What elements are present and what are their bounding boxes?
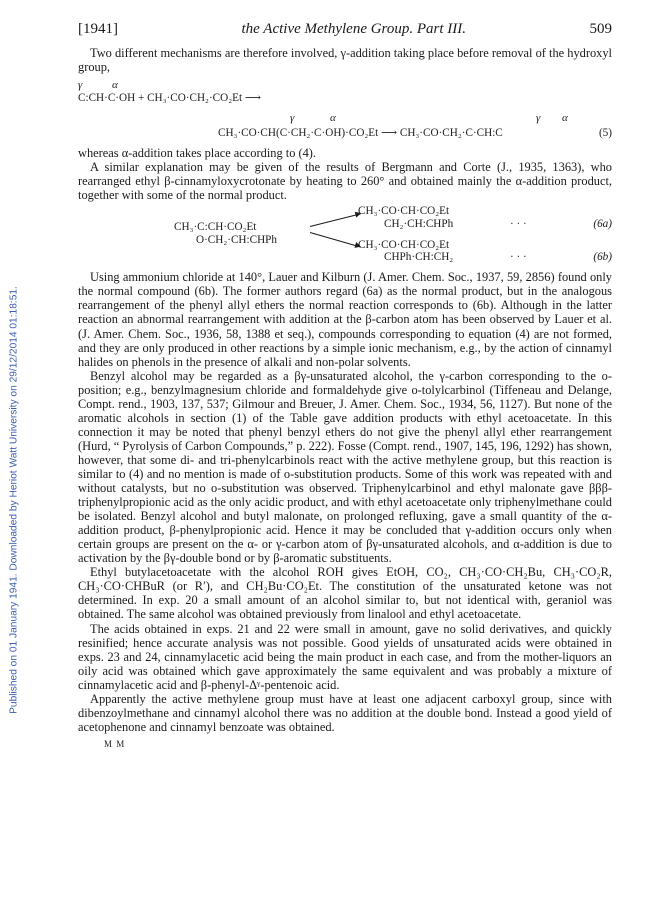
paragraph-bergmann: A similar explanation may be given of the results of Bergmann and Corte (J., 1935, 1363), who rearranged ethyl β-cinnamyloxycrotonate by heating to 260° and obtained mainly the α-addition product, together with some of the normal product.	[78, 160, 612, 203]
eq6-arrow-down	[310, 232, 360, 247]
journal-page	[78, 22, 612, 751]
paragraph-mechanisms: Two different mechanisms are therefore involved, γ-addition taking place before removal of the hydroxyl group,	[78, 46, 612, 75]
running-header	[78, 22, 612, 36]
eq5-products: CH₃·CO·CH(C·CH₂·C·OH)·CO₂Et ⟶ CH₃·CO·CH₂·C·CH:C	[218, 127, 503, 140]
eq5-gamma-label-3: γ	[536, 112, 541, 125]
download-notice: Published on 01 January 1941. Downloaded by Heriot Watt University on 29/12/2014 01:18:51.	[8, 286, 20, 714]
eq5-number: (5)	[598, 127, 612, 140]
eq6a-number: (6a)	[593, 218, 612, 231]
eq6b-bottom: CHPh·CH:CH₂	[384, 251, 454, 264]
eq5-alpha-label-2: α	[330, 112, 336, 125]
download-watermark	[6, 0, 22, 912]
eq5-gamma-label-2: γ	[290, 112, 295, 125]
eq6b-dots: · · ·	[510, 251, 527, 264]
eq5-alpha-label-3: α	[562, 112, 568, 125]
eq5-alpha-label: α	[112, 79, 118, 92]
eq6-reactant-top: CH₃·C:CH·CO₂Et	[174, 221, 257, 234]
eq5-reactants: C:CH·C·OH + CH₃·CO·CH₂·CO₂Et ⟶	[78, 92, 261, 105]
eq6-arrow-up	[310, 214, 361, 228]
eq6b-number: (6b)	[593, 251, 612, 264]
eq5-gamma-label: γ	[78, 79, 83, 92]
page-number: 509	[589, 21, 612, 37]
paragraph-benzyl-alcohol: Benzyl alcohol may be regarded as a βγ-unsaturated alcohol, the γ-carbon corresponding to the o-position; e.g., benzylmagnesium chloride and formaldehyde give o-tolylcarbinol (Tiffeneau and Delange, Compt. rend., 1903, 137, 537; Gilmour and Breuer, J. Amer. Chem. Soc., 1934, 56, 1127). But none of the aromatic alcohols in section (1) of the Table gave addition products with ethyl acetoacetate. In this connection it may be noted that phenyl benzyl ethers do not give the phenyl allyl ether rearrangement (Hurd, “ Pyrolysis of Carbon Compounds,” p. 222). Fosse (Compt. rend., 1907, 145, 196, 1292) has shown, however, that some di- and tri-phenylcarbinols react with the active methylene group, but this reaction is similar to (4) and no mention is made of o-substitution products. Some of this work was repeated with and without catalysts, but no o-substitution was observed. Triphenylcarbinol and ethyl malonate gave βββ-triphenylpropionic acid as the only acidic product, and with ethyl acetoacetate only triphenylmethane could be isolated. Benzyl alcohol and butyl malonate, on prolonged refluxing, gave a small quantity of the α-addition product, β-phenylpropionic acid. Hence it may be concluded that γ-addition occurs only when certain groups are present on the α- or γ-carbon atom of βγ-unsaturated alcohols, and α-addition is due to activation by the βγ-double bond or by β-aromatic substituents.	[78, 368, 612, 566]
paragraph-butylacetoacetate: Ethyl butylacetoacetate with the alcohol ROH gives EtOH, CO₂, CH₃·CO·CH₂Bu, CH₃·CO₂R, CH₃·CO·CHBuR (or R′), and CH₂Bu·CO₂Et. The constitution of the unsaturated ketone was not determined. In exp. 20 a small amount of an alcohol similar to, but not identical with, geraniol was obtained. The same alcohol was obtained previously from linalool and ethyl acetoacetate.	[78, 565, 612, 622]
header-year: [1941]	[78, 21, 118, 37]
paragraph-active-methylene: Apparently the active methylene group must have at least one adjacent carboxyl group, since with dibenzoylmethane and cinnamyl alcohol there was no addition at the double bond. Instead a good yield of acetophenone and cinnamyl benzoate was obtained.	[78, 691, 612, 734]
eq6b-top: CH₃·CO·CH·CO₂Et	[358, 239, 450, 252]
paragraph-alpha-addition: whereas α-addition takes place according to (4).	[78, 146, 317, 161]
signature-mark: M M	[104, 738, 126, 749]
header-title: the Active Methylene Group. Part III.	[241, 21, 466, 37]
eq6a-top: CH₃·CO·CH·CO₂Et	[358, 205, 450, 218]
eq6a-bottom: CH₂·CH:CHPh	[384, 218, 454, 231]
eq6a-dots: · · ·	[510, 218, 527, 231]
paragraph-ammonium-chloride: Using ammonium chloride at 140°, Lauer and Kilburn (J. Amer. Chem. Soc., 1937, 59, 2856) found only the normal compound (6b). The former authors regard (6a) as the normal product, but in the analogous rearrangement of the phenyl allyl ethers the normal reaction corresponds to (6b). Although in the latter reaction an abnormal rearrangement with addition at the β-carbon atom has been observed by Lauer et al. (J. Amer. Chem. Soc., 1936, 58, 1388 et seq.), compounds corresponding to equation (4) are not formed, and they are only produced in other reactions by a simple ionic mechanism, e.g., by the action of cinnamyl halides on phenols in the presence of alkali and non-polar solvents.	[78, 270, 612, 369]
equation-6	[78, 202, 612, 262]
eq6-reactant-bottom: O·CH₂·CH:CHPh	[196, 234, 277, 247]
paragraph-acids: The acids obtained in exps. 21 and 22 were small in amount, gave no solid derivatives, and quickly resinified; hence accurate analysis was not possible. Good yields of unsaturated acids were obtained in exps. 23 and 24, cinnamylacetic acid being the main product in each case, and from the mother-liquors an oily acid was obtained which gave approximately the same equivalent and was probably a mixture of cinnamylacetic acid and β-phenyl-Δᵞ-pentenoic acid.	[78, 621, 612, 692]
equation-5	[78, 74, 612, 146]
